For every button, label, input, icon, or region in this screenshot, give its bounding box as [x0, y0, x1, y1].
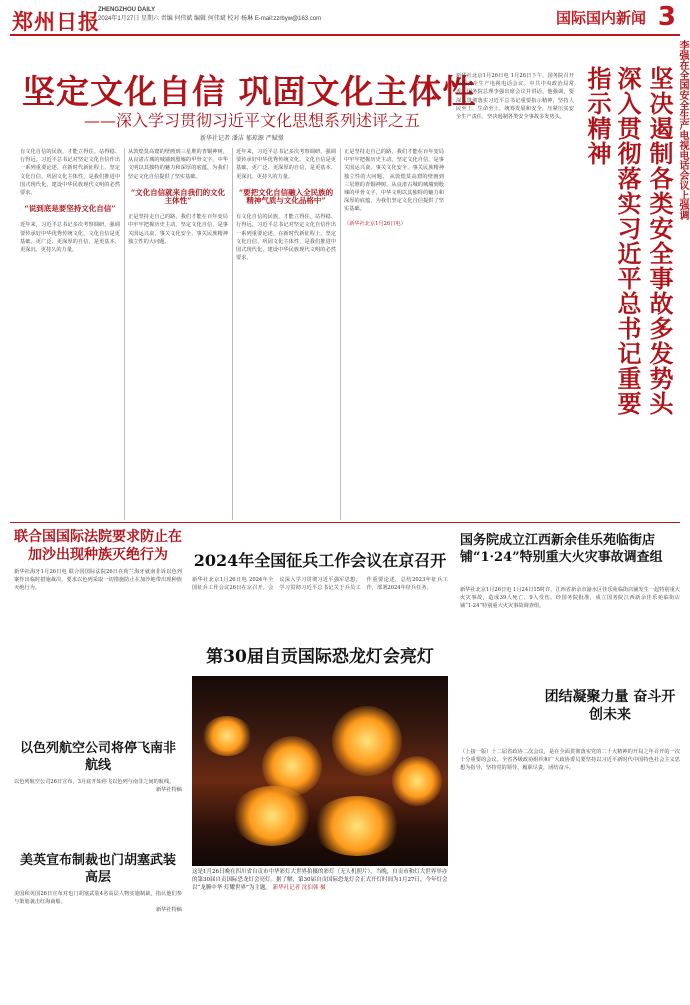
main-byline: 新华社记者 潘洁 郁琼源 严赋憬 — [200, 135, 284, 142]
lantern-caption — [192, 868, 448, 892]
aviation-body — [14, 778, 182, 848]
jiangxi-body-text: 新华社北京1月26日电 1月24日15时许，江西省新余市渝水区佳乐苑临街店铺发生一起特别重大火灾事故，造成39人死亡、9人受伤。经国务院批准，成立国务院江西新余佳乐苑临街店铺“1·24”特别重大火灾事故调查组。 — [460, 587, 680, 610]
us-body — [14, 890, 182, 990]
right-headline-2: 坚决遏制各类安全事故多发势头 — [645, 66, 674, 416]
lantern-glow — [312, 796, 402, 856]
main-col-2-more: 正是坚持走自己的路，我们才能在百年变局中牢牢把握历史主动。坚定文化自信，是事关国运兴衰、事关文化安全、事关民族精神独立性的大问题。 — [128, 214, 228, 245]
column-divider — [124, 148, 125, 520]
right-subtitle: 李强在全国安全生产电视电话会议上强调 — [677, 40, 688, 220]
lantern-glow — [332, 706, 402, 776]
unity-body — [460, 748, 680, 988]
main-col-1-more: 近年来，习近平总书记多次考察调研，强调要传承好中华优秀传统文化。文化自信是更基础、更广泛、更深厚的自信，是更基本、更深沉、更持久的力量。 — [20, 222, 120, 254]
masthead-line: 2024年1月27日 星期六 责编 何伟斌 编辑 何伟斌 校对 杨琳 E-mail:zzrbyw@163.com — [98, 16, 322, 22]
main-subhead-2: “文化自信就来自我们的文化主体性” — [130, 187, 226, 206]
main-col-3 — [236, 148, 336, 520]
main-subhead-3: “要把文化自信融入全民族的精神气质与文化品格中” — [238, 187, 334, 206]
lantern-glow — [202, 716, 252, 756]
main-dateline: （新华社北京1月26日电） — [344, 220, 406, 227]
right-body — [456, 72, 574, 512]
aviation-body-text: 以色列航空公司26日宣布，3月底开始停飞以色列与南非之间的航线。 — [14, 779, 175, 785]
lantern-glow — [392, 756, 442, 806]
us-headline: 美英宣布制裁也门胡塞武装高层 — [19, 853, 176, 885]
unity-headline: 团结凝聚力量 奋斗开创未来 — [544, 689, 676, 723]
page-number: 3 — [657, 2, 676, 32]
lantern-headline: 第30届自贡国际恐龙灯会亮灯 — [206, 647, 434, 667]
masthead-pinyin: ZHENGZHOU DAILY — [98, 7, 156, 13]
us-source: 新华社特稿 — [156, 907, 182, 914]
aviation-headline: 以色列航空公司将停飞南非航线 — [19, 741, 176, 773]
court-body — [14, 568, 182, 708]
main-col-2 — [128, 148, 228, 520]
main-col-3-more: 有文化自信的民族，才能立得住、站得稳、行得远。习近平总书记对坚定文化自信作出一系列重要论述。在新时代新征程上，坚定文化自信、巩固文化主体性，是我们推进中国式现代化、建设中华民族现代文明的必然要求。 — [236, 214, 336, 262]
main-col-3-text: 近年来，习近平总书记多次考察调研，强调要传承好中华优秀传统文化。文化自信是更基础、更广泛、更深厚的自信，是更基本、更深沉、更持久的力量。 — [236, 149, 336, 180]
meeting-headline: 2024年全国征兵工作会议在京召开 — [193, 551, 447, 570]
us-body-text: 美国和英国26日宣布对也门胡塞武装4名高层人物实施制裁，指认他们参与策划袭击红海商船。 — [14, 891, 182, 906]
meeting-body — [192, 576, 448, 626]
section-rule — [10, 522, 680, 523]
main-headline: 坚定文化自信 巩固文化主体性 — [22, 72, 477, 111]
main-subhead: ——深入学习贯彻习近平文化思想系列述评之五 — [84, 111, 421, 130]
main-subhead-1: “说到底是要坚持文化自信” — [24, 204, 116, 214]
court-body-text: 新华社海牙1月26日电 联合国国际法院26日在荷兰海牙就南非诉以色列案作出临时措施裁决，要求以色列采取一切措施防止在加沙地带出现种族灭绝行为。 — [14, 569, 182, 592]
main-col-4-more: 从敦煌莫高窟的壁画到三星堆的青铜神树，从良渚古城的城墙到殷墟的甲骨文字，中华文明以其独特的魅力和深厚的底蕴，为我们坚定文化自信提供了坚实基础。 — [344, 173, 444, 213]
newspaper-logo: 郑州日报 — [12, 9, 100, 34]
main-col-1-text: 有文化自信的民族，才能立得住、站得稳、行得远。习近平总书记对坚定文化自信作出一系列重要论述。在新时代新征程上，坚定文化自信、巩固文化主体性，是我们推进中国式现代化、建设中华民族现代文明的必然要求。 — [20, 149, 120, 197]
jiangxi-body — [460, 586, 680, 678]
lantern-credit: 新华社记者 沈伯韩 摄 — [272, 885, 326, 891]
jiangxi-headline: 国务院成立江西新余佳乐苑临街店铺“1·24”特别重大火灾事故调查组 — [460, 533, 663, 565]
column-divider — [232, 148, 233, 520]
unity-body-text: （上接一版）十二届省政协二次会议，是在全面贯彻落实党的二十大精神的开局之年召开的一次十分重要的会议。全省各级政协组织和广大政协委员要坚持以习近平新时代中国特色社会主义思想为指导，坚持党的领导，履职尽责，团结奋斗。 — [460, 749, 680, 772]
masthead-rule — [10, 34, 680, 36]
court-headline: 联合国国际法院要求防止在加沙出现种族灭绝行为 — [14, 529, 182, 563]
meeting-body-text: 新华社北京1月26日电 2024年全国征兵工作会议26日在京召开。会议深入学习贯彻习近平强军思想，学习贯彻习近平总书记关于兵员工作重要论述，总结2023年征兵工作，部署2024年征兵任务。 — [192, 577, 448, 592]
aviation-source: 新华社特稿 — [156, 787, 182, 794]
lantern-photo — [192, 676, 448, 866]
main-col-4 — [344, 148, 444, 520]
main-col-4-text: 正是坚持走自己的路，我们才能在百年变局中牢牢把握历史主动。坚定文化自信，是事关国运兴衰、事关文化安全、事关民族精神独立性的大问题。 — [344, 149, 444, 180]
right-headline-1: 深入贯彻落实习近平总书记重要指示精神 — [583, 66, 642, 416]
main-col-2-text: 从敦煌莫高窟的壁画到三星堆的青铜神树，从良渚古城的城墙到殷墟的甲骨文字，中华文明以其独特的魅力和深厚的底蕴，为我们坚定文化自信提供了坚实基础。 — [128, 149, 228, 180]
right-body-text: 新华社北京1月26日电 1月26日下午，国务院召开全国安全生产电视电话会议。中共中央政治局常委、国务院总理李强出席会议并讲话。他强调，要深入贯彻落实习近平总书记重要指示精神，坚持人民至上、生命至上，统筹发展和安全，压紧压实安全生产责任，坚决遏制各类安全事故多发势头。 — [456, 73, 574, 121]
masthead-info — [98, 6, 321, 24]
lantern-caption-text: 这是1月26日晚在四川省自贡市中华彩灯大世界拍摄的彩灯（无人机照片）。当晚，自贡市和灯大世界举办的第30届自贡国际恐龙灯会亮灯。据了解，第30届自贡国际恐龙灯会正式开灯时间为1月27日，今年灯会以“龙腾中华 灯耀世界”为主题。 — [192, 869, 448, 891]
section-title: 国际国内新闻 — [555, 9, 646, 27]
main-col-1 — [20, 148, 120, 520]
lantern-glow — [232, 786, 312, 846]
column-divider — [340, 148, 341, 520]
